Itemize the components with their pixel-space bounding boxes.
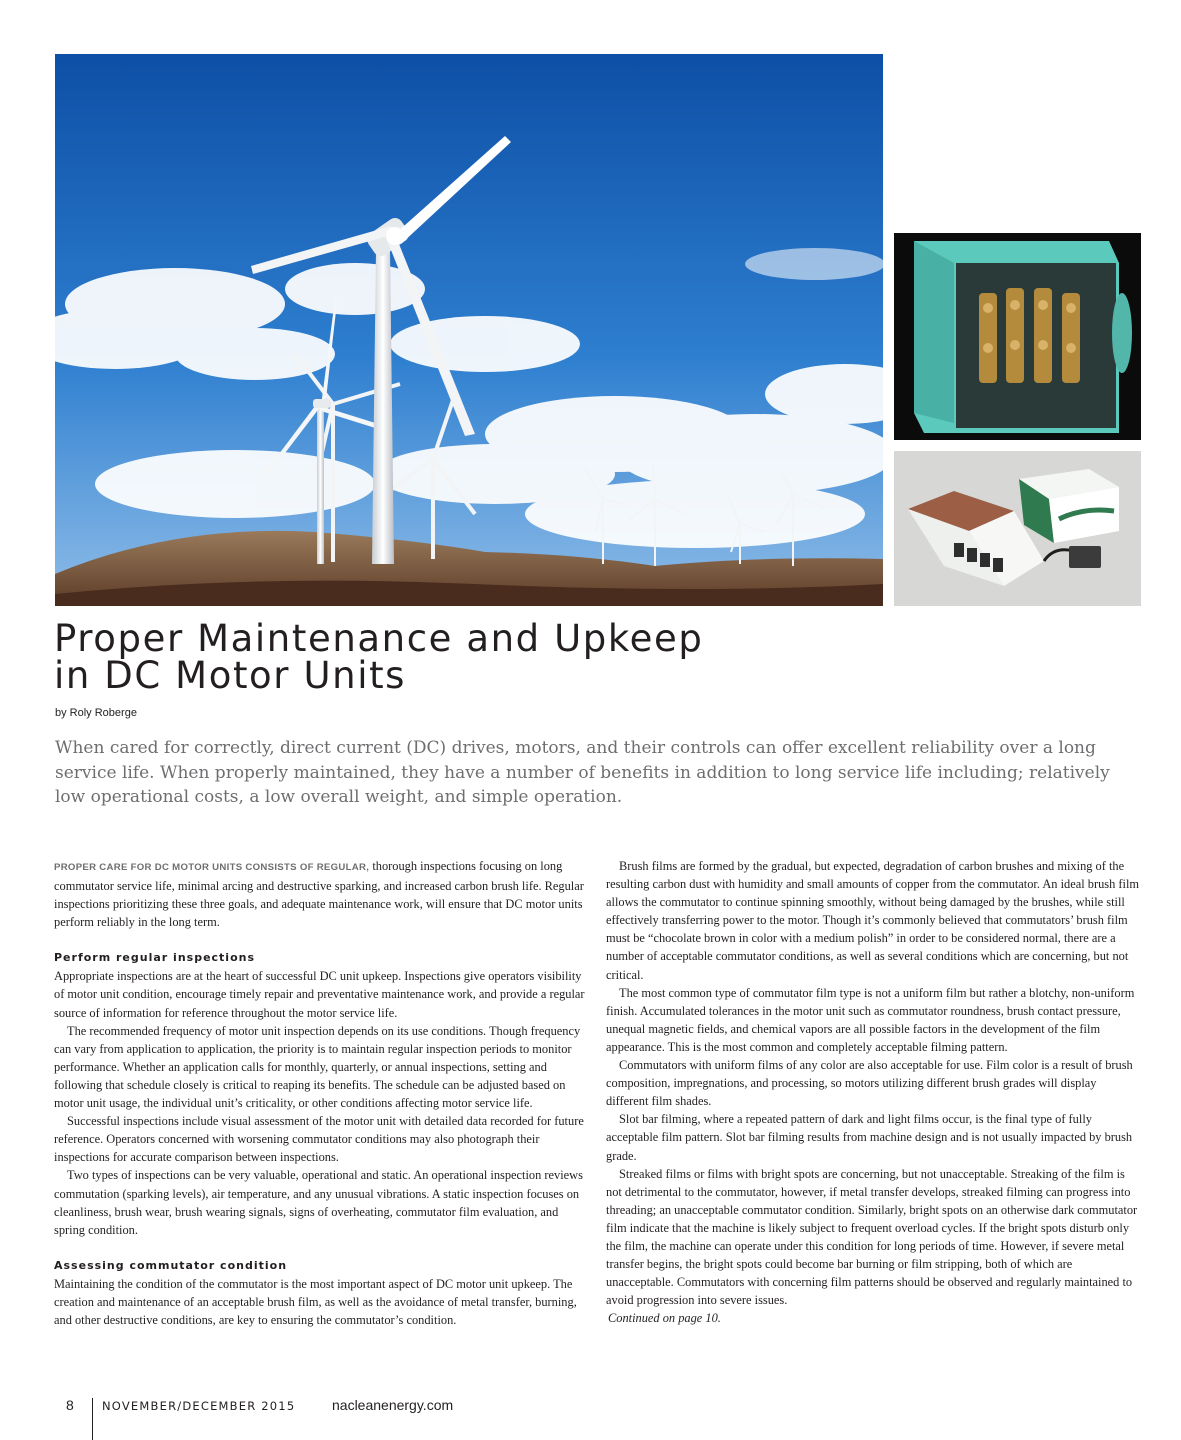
paragraph: Slot bar filming, where a repeated pattern of dark and light films occur, is the final type of fully acceptable film pattern. Slot bar filming results from machine design and is not usually impacted by brush grade. [606, 1112, 1133, 1163]
paragraph: The recommended frequency of motor unit inspection depends on its use conditions. Though frequency can vary from application to application, the priority is to maintain regular inspection periods to monitor performance. Whether an application calls for monthly, quarterly, or annual inspections, setting and following that schedule closely is critical to reaping its benefits. The schedule can be adjusted based on motor unit usage, the individual unit’s criticality, or other conditions affecting motor service life. [54, 1023, 581, 1111]
article-title-line-1: Proper Maintenance and Upkeep [54, 617, 704, 660]
paragraph: Appropriate inspections are at the heart of successful DC unit upkeep. Inspections give operators visibility of motor unit condition, encourage timely repair and preventative maintenance work, and provide a regular source of information for reference throughout the motor service life. [54, 969, 585, 1020]
hero-photo-wind-turbines [55, 54, 883, 606]
photo-brush-holder-assembly [894, 233, 1141, 440]
continued-note: Continued on page 10. [608, 1311, 721, 1326]
article-title [54, 617, 954, 697]
paragraph: The most common type of commutator film type is not a uniform film but rather a blotchy, non-uniform finish. Accumulated tolerances in the motor unit such as commutator roundness, brush contact pressure, unequal magnetic fields, and chemical vapors are all possible factors in the development of the film appearance. This is the most common and completely acceptable filming pattern. [606, 985, 1135, 1054]
body-column-left [54, 857, 589, 1329]
lead-in: PROPER CARE FOR DC MOTOR UNITS CONSISTS OF REGULAR, [54, 862, 370, 873]
byline: by Roly Roberge [55, 707, 137, 719]
issue-date: NOVEMBER/DECEMBER 2015 [102, 1399, 296, 1413]
intro-text: thorough inspections focusing on long commutator service life, minimal arcing and destructive sparking, and increased carbon brush life. Regular inspections prioritizing these three goals, and adequate maintenance work, will ensure that DC motor units perform reliably in the long term. [54, 859, 584, 930]
paragraph: Commutators with uniform films of any color are also acceptable for use. Film color is a result of brush composition, impregnations, and processing, so motors utilizing different brush grades will display different film shades. [606, 1058, 1133, 1109]
article-deck: When cared for correctly, direct current (DC) drives, motors, and their controls can offer excellent reliability over a long service life. When properly maintained, they have a number of benefits in addition to long service life including; relatively low operational costs, a low overall weight, and simple operation. [55, 738, 1110, 807]
paragraph: Brush films are formed by the gradual, but expected, degradation of carbon brushes and mixing of the resulting carbon dust with humidity and small amounts of copper from the commutator. An ideal brush film allows the commutator to continue spinning smoothly, without being damaged by the brushes, while still effectively transferring power to the motor. Though it’s commonly believed that commutators’ brush film must be “chocolate brown in color with a medium polish” in order to be considered normal, there are a number of acceptable commutator conditions, as well as several conditions which are concerning, but not critical. [606, 859, 1140, 982]
paragraph: Maintaining the condition of the commutator is the most important aspect of DC motor unit upkeep. The creation and maintenance of an acceptable brush film, as well as the avoidance of metal transfer, burning, and other destructive conditions, are key to ensuring the commutator’s condition. [54, 1276, 577, 1327]
paragraph: Two types of inspections can be very valuable, operational and static. An operational inspection reviews commutation (sparking levels), air temperature, and any unusual vibrations. A static inspection focuses on cleanliness, brush wear, brush wearing signals, signs of overheating, commutator film evaluation, and spring condition. [54, 1168, 583, 1237]
footer-divider [92, 1398, 93, 1440]
section-heading-commutator: Assessing commutator condition [54, 1258, 288, 1272]
article-title-line-2: in DC Motor Units [54, 654, 407, 697]
section-heading-inspections: Perform regular inspections [54, 951, 256, 965]
page-number: 8 [66, 1397, 74, 1413]
paragraph: Successful inspections include visual assessment of the motor unit with detailed data recorded for future reference. Operators concerned with worsening commutator conditions may also photograph their inspections for accurate comparison between inspections. [54, 1114, 584, 1165]
photo-carbon-brush-box [894, 451, 1141, 606]
body-column-right [606, 857, 1142, 1327]
intro-paragraph [54, 857, 589, 931]
website-url: nacleanenergy.com [332, 1397, 454, 1413]
paragraph: Streaked films or films with bright spots are concerning, but not unacceptable. Streaking of the film is not detrimental to the commutator, however, if metal transfer develops, streaked filming can progress into threading; an unacceptable commutator condition. Similarly, bright spots on an otherwise dark commutator film indicate that the machine is likely subject to frequent overload cycles. If the bright spots disturb only the film, the machine can operate under this condition for long periods of time. However, if severe metal transfer begins, the bright spots could become bar burning or film stripping, both of which are unacceptable. Commutators with concerning film patterns should be observed and regularly maintained to avoid progression into severe issues. [606, 1166, 1138, 1308]
